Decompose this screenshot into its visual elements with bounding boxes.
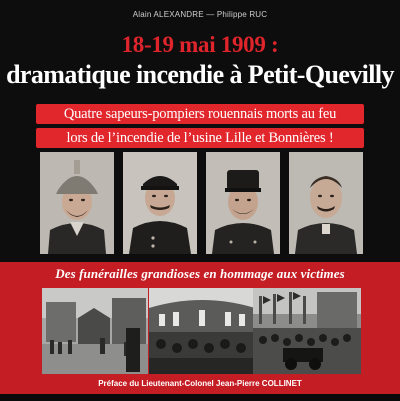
title-main: dramatique incendie à Petit-Quevilly xyxy=(6,60,394,89)
photo-funeral-street xyxy=(42,288,148,374)
subtitle-line-1: Quatre sapeurs-pompiers rouennais morts au feu xyxy=(36,104,364,124)
subtitle-line-2: lors de l’incendie de l’usine Lille et Bonnières ! xyxy=(36,128,364,148)
photo-funeral-cortege xyxy=(253,288,361,374)
portrait-helmet xyxy=(40,152,114,254)
portrait-kepi xyxy=(206,152,280,254)
portrait-cap xyxy=(123,152,197,254)
tagline: Des funérailles grandioses en hommage aux victimes xyxy=(55,266,345,281)
portrait-bareheaded xyxy=(289,152,363,254)
photo-funeral-hall xyxy=(149,288,255,374)
authors: Alain ALEXANDRE — Philippe RUC xyxy=(132,10,268,19)
preface-credit: Préface du Lieutenant-Colonel Jean-Pierre COLLINET xyxy=(98,379,302,388)
title-date: 18-19 mai 1909 : xyxy=(121,32,279,57)
